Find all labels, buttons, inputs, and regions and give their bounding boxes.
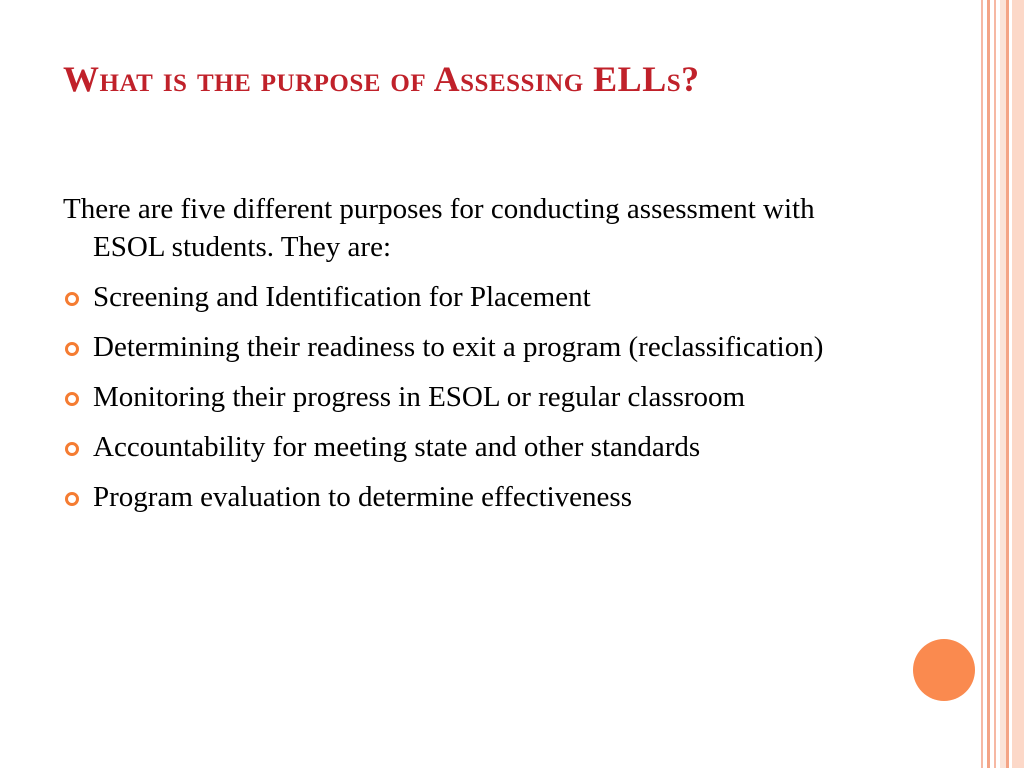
decorative-stripe <box>987 0 990 768</box>
decorative-stripe <box>994 0 996 768</box>
bullet-text: Accountability for meeting state and other standards <box>93 431 701 463</box>
bullet-item <box>63 278 863 316</box>
decorative-stripe <box>1012 0 1024 768</box>
bullet-icon <box>65 442 79 456</box>
slide-title: What is the purpose of Assessing ELLs? <box>63 59 700 99</box>
decorative-stripe <box>981 0 983 768</box>
bullet-text: Screening and Identification for Placement <box>93 281 591 313</box>
bullet-item <box>63 478 863 516</box>
bullet-icon <box>65 342 79 356</box>
intro-text: There are five different purposes for conducting assessment with ESOL students. They are: <box>63 193 815 263</box>
bullet-text: Program evaluation to determine effectiveness <box>93 481 632 513</box>
bullet-icon <box>65 492 79 506</box>
bullet-item <box>63 428 863 466</box>
bullet-list <box>63 278 863 516</box>
slide-body <box>63 190 863 528</box>
bullet-text: Determining their readiness to exit a program (reclassification) <box>93 331 824 363</box>
decorative-circle <box>913 639 975 701</box>
bullet-text: Monitoring their progress in ESOL or regular classroom <box>93 381 746 413</box>
bullet-item <box>63 328 863 366</box>
bullet-item <box>63 378 863 416</box>
bullet-icon <box>65 392 79 406</box>
decorative-stripe <box>1006 0 1009 768</box>
bullet-icon <box>65 292 79 306</box>
